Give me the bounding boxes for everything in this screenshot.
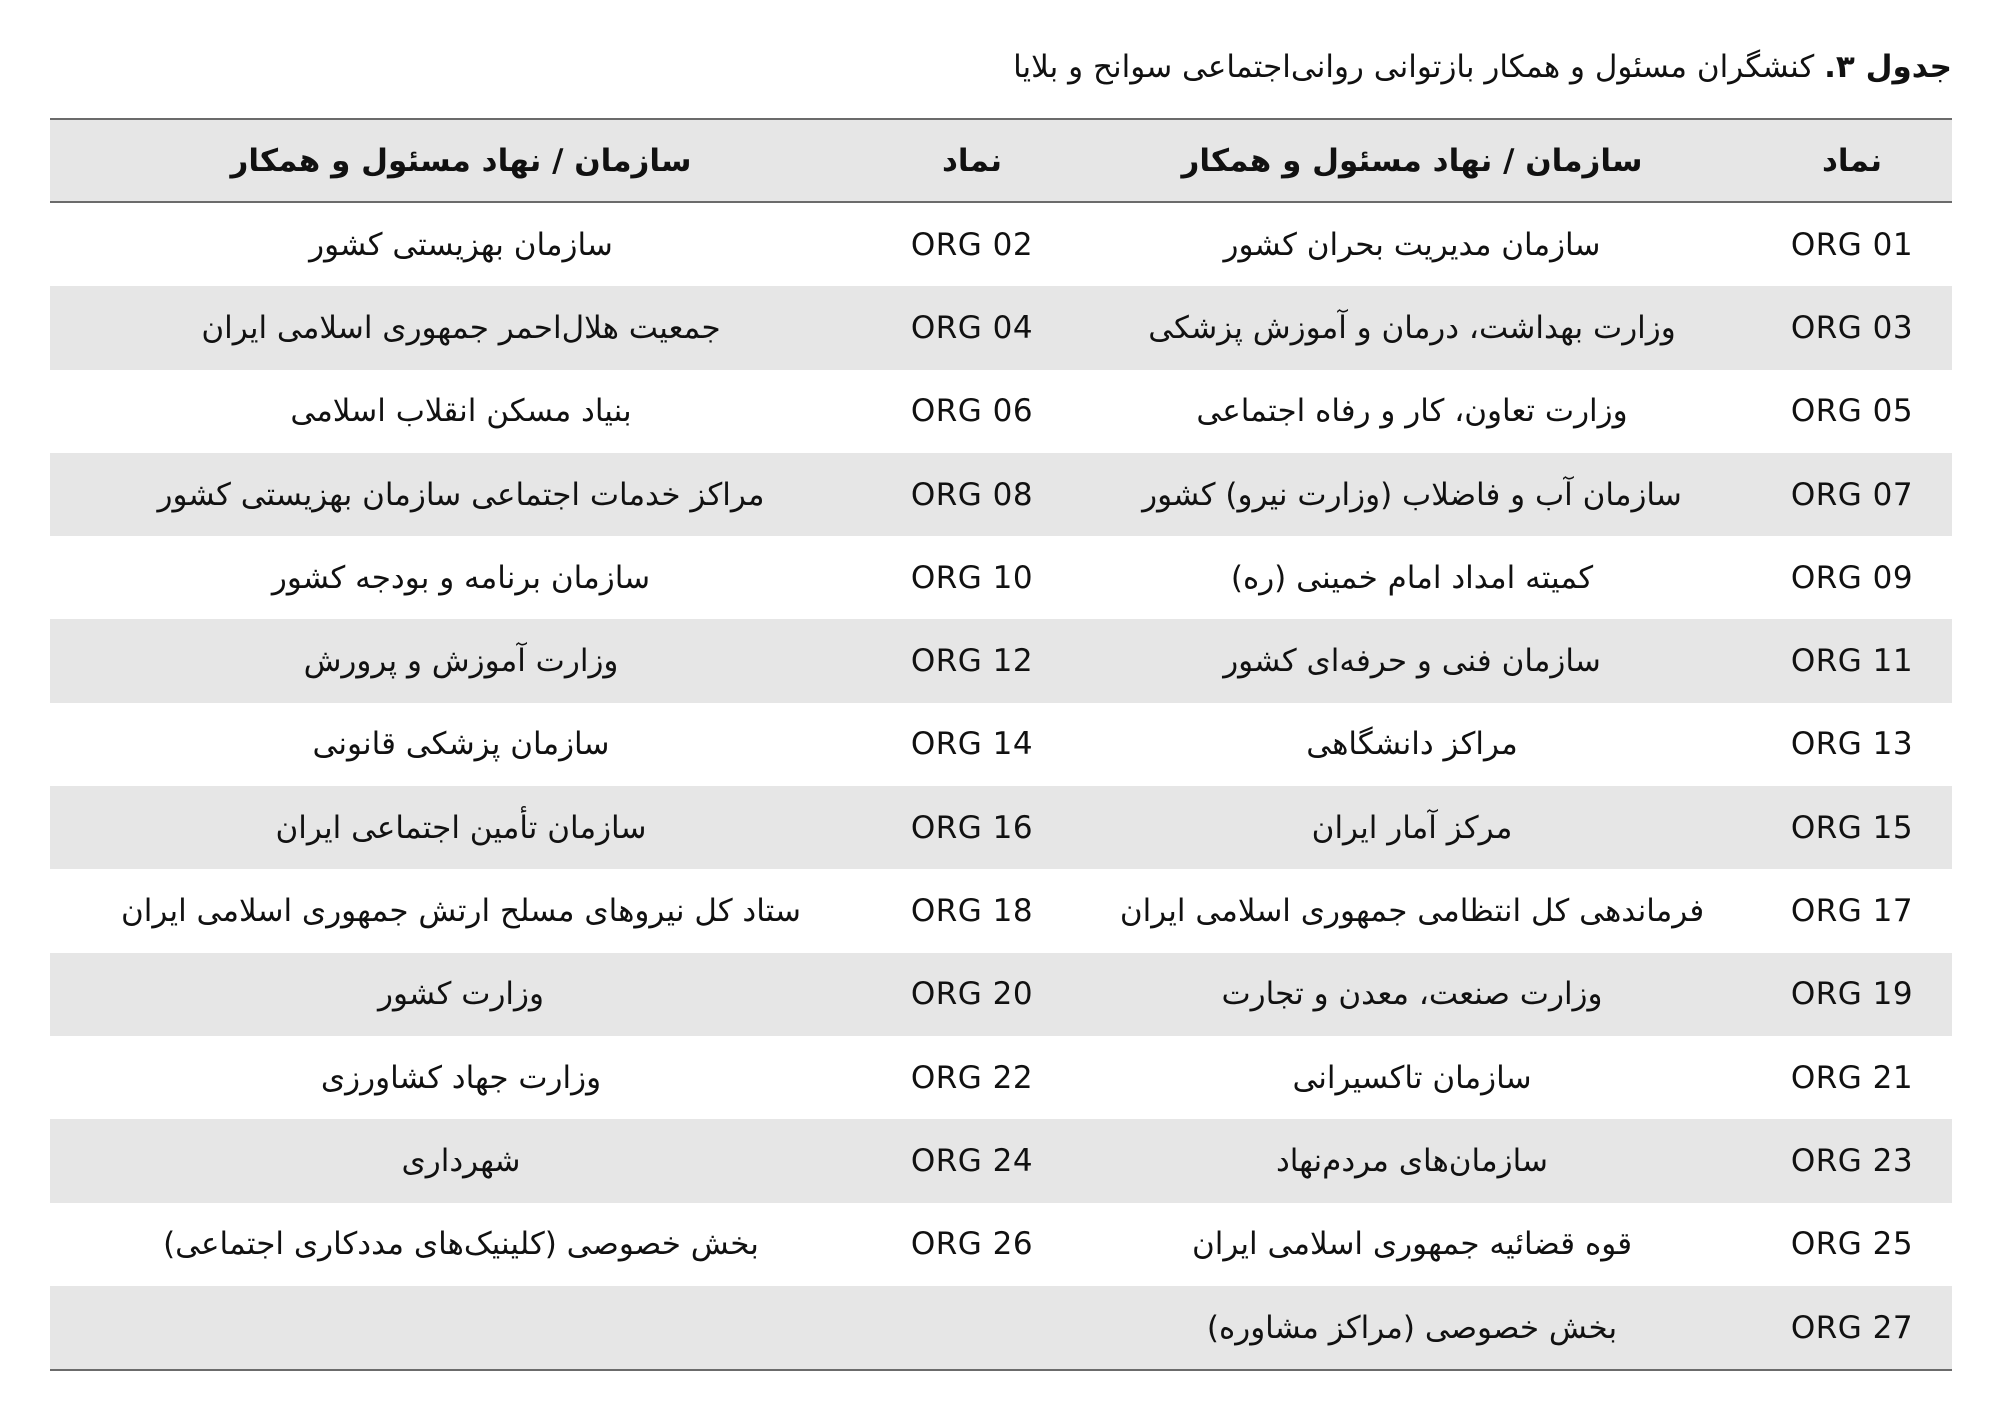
caption-label: جدول ۳. <box>1824 49 1952 85</box>
code-cell <box>1752 1119 1952 1202</box>
organization-cell-text: شهرداری <box>401 1142 521 1179</box>
code-cell <box>872 1036 1072 1119</box>
table-row <box>50 869 1952 952</box>
organization-cell-text: سازمان پزشکی قانونی <box>312 726 610 763</box>
header-organization-1: سازمان / نهاد مسئول و همکار <box>1072 119 1752 202</box>
organization-cell <box>50 1036 872 1119</box>
code-cell <box>872 953 1072 1036</box>
organization-cell-text: وزارت آموزش و پرورش <box>303 643 619 680</box>
code-cell-text: ORG 13 <box>1790 726 1914 763</box>
code-cell <box>872 370 1072 453</box>
table-row <box>50 1036 1952 1119</box>
table-row <box>50 370 1952 453</box>
organization-cell <box>1072 202 1752 286</box>
table-row <box>50 1203 1952 1286</box>
organization-cell <box>50 1203 872 1286</box>
organization-cell <box>1072 869 1752 952</box>
organization-cell-text: مراکز دانشگاهی <box>1306 726 1518 763</box>
organization-cell-text: مراکز خدمات اجتماعی سازمان بهزیستی کشور <box>157 476 765 513</box>
code-cell-text: ORG 15 <box>1790 809 1914 846</box>
code-cell-text: ORG 09 <box>1790 559 1914 596</box>
code-cell <box>872 786 1072 869</box>
header-code-1: نماد <box>1752 119 1952 202</box>
code-cell-text: ORG 04 <box>910 309 1034 346</box>
code-cell-text: ORG 10 <box>910 559 1034 596</box>
code-cell-text: ORG 26 <box>910 1226 1034 1263</box>
code-cell-text: ORG 23 <box>1790 1142 1914 1179</box>
organization-cell-text: سازمان آب و فاضلاب (وزارت نیرو) کشور <box>1142 476 1682 513</box>
organization-cell-text: سازمان فنی و حرفه‌ای کشور <box>1223 643 1601 680</box>
organization-cell <box>1072 1203 1752 1286</box>
organization-cell <box>50 1119 872 1202</box>
organization-cell <box>50 703 872 786</box>
organization-cell <box>50 786 872 869</box>
code-cell-text: ORG 17 <box>1790 893 1914 930</box>
table-row <box>50 703 1952 786</box>
code-cell <box>1752 869 1952 952</box>
organization-cell <box>50 286 872 369</box>
code-cell-text: ORG 24 <box>910 1142 1034 1179</box>
organization-cell <box>1072 786 1752 869</box>
organization-cell-text: سازمان‌های مردم‌نهاد <box>1276 1142 1548 1179</box>
organization-cell-text: قوه قضائیه جمهوری اسلامی ایران <box>1191 1226 1633 1263</box>
organization-cell-text: بنیاد مسکن انقلاب اسلامی <box>290 393 632 430</box>
code-cell <box>1752 1036 1952 1119</box>
code-cell <box>1752 1203 1952 1286</box>
code-cell-text: ORG 25 <box>1790 1226 1914 1263</box>
code-cell-text: ORG 01 <box>1790 226 1914 263</box>
organization-cell-text: سازمان مدیریت بحران کشور <box>1223 226 1601 263</box>
table-header-row <box>50 119 1952 202</box>
code-cell <box>872 619 1072 702</box>
organization-cell-text: وزارت صنعت، معدن و تجارت <box>1221 976 1603 1013</box>
organization-cell <box>50 953 872 1036</box>
code-cell <box>872 869 1072 952</box>
header-organization-2: سازمان / نهاد مسئول و همکار <box>50 119 872 202</box>
organization-cell-text: وزارت جهاد کشاورزی <box>320 1059 602 1096</box>
code-cell <box>1752 286 1952 369</box>
code-cell <box>872 1203 1072 1286</box>
organization-cell <box>1072 453 1752 536</box>
organization-cell <box>50 453 872 536</box>
code-cell <box>1752 202 1952 286</box>
code-cell <box>872 536 1072 619</box>
code-cell <box>1752 703 1952 786</box>
organization-cell-text: بخش خصوصی (کلینیک‌های مددکاری اجتماعی) <box>163 1226 759 1263</box>
organization-cell <box>50 370 872 453</box>
table-row <box>50 453 1952 536</box>
organization-cell <box>1072 370 1752 453</box>
code-cell <box>872 1286 1072 1370</box>
table-row <box>50 536 1952 619</box>
organization-cell-text: بخش خصوصی (مراکز مشاوره) <box>1206 1309 1618 1346</box>
organization-cell <box>1072 1286 1752 1370</box>
code-cell-text: ORG 21 <box>1790 1059 1914 1096</box>
code-cell-text: ORG 16 <box>910 809 1034 846</box>
organizations-table <box>50 118 1952 1371</box>
code-cell <box>1752 536 1952 619</box>
organization-cell <box>50 1286 872 1370</box>
organization-cell-text: سازمان تأمین اجتماعی ایران <box>275 809 647 846</box>
code-cell <box>1752 370 1952 453</box>
organization-cell-text: سازمان تاکسیرانی <box>1292 1059 1532 1096</box>
table-row <box>50 619 1952 702</box>
organization-cell <box>50 869 872 952</box>
organization-cell <box>50 202 872 286</box>
code-cell-text: ORG 06 <box>910 393 1034 430</box>
code-cell-text: ORG 08 <box>910 476 1034 513</box>
code-cell <box>1752 786 1952 869</box>
caption-text: کنشگران مسئول و همکار بازتوانی روانی‌اجتماعی سوانح و بلایا <box>1013 49 1815 85</box>
code-cell <box>872 202 1072 286</box>
organization-cell-text: جمعیت هلال‌احمر جمهوری اسلامی ایران <box>201 309 721 346</box>
organization-cell-text: مرکز آمار ایران <box>1311 809 1513 846</box>
organization-cell-text: وزارت کشور <box>378 976 544 1013</box>
organization-cell <box>1072 286 1752 369</box>
organization-cell-text: ستاد کل نیروهای مسلح ارتش جمهوری اسلامی ایران <box>120 893 802 930</box>
code-cell-text: ORG 14 <box>910 726 1034 763</box>
code-cell <box>872 286 1072 369</box>
code-cell-text: ORG 12 <box>910 643 1034 680</box>
table-body <box>50 202 1952 1370</box>
organization-cell <box>1072 703 1752 786</box>
organization-cell <box>1072 1119 1752 1202</box>
table-row <box>50 953 1952 1036</box>
code-cell <box>1752 453 1952 536</box>
code-cell-text: ORG 27 <box>1790 1309 1914 1346</box>
organization-cell-text: وزارت تعاون، کار و رفاه اجتماعی <box>1196 393 1628 430</box>
code-cell-text: ORG 11 <box>1790 643 1914 680</box>
code-cell <box>872 703 1072 786</box>
table-row <box>50 1286 1952 1370</box>
table-row <box>50 286 1952 369</box>
organization-cell <box>50 536 872 619</box>
table-row <box>50 786 1952 869</box>
organization-cell-text: وزارت بهداشت، درمان و آموزش پزشکی <box>1148 309 1676 346</box>
code-cell-text: ORG 19 <box>1790 976 1914 1013</box>
organization-cell <box>50 619 872 702</box>
code-cell-text: ORG 07 <box>1790 476 1914 513</box>
table-caption <box>50 45 1952 89</box>
code-cell-text: ORG 18 <box>910 893 1034 930</box>
organization-cell-text: سازمان بهزیستی کشور <box>309 226 613 263</box>
organization-cell-text: فرماندهی کل انتظامی جمهوری اسلامی ایران <box>1119 893 1705 930</box>
organization-cell <box>1072 536 1752 619</box>
organization-cell <box>1072 953 1752 1036</box>
organization-cell-text: سازمان برنامه و بودجه کشور <box>271 559 651 596</box>
code-cell <box>872 453 1072 536</box>
code-cell-text: ORG 20 <box>910 976 1034 1013</box>
organization-cell <box>1072 619 1752 702</box>
code-cell <box>1752 1286 1952 1370</box>
organization-cell-text: کمیته امداد امام خمینی (ره) <box>1230 559 1594 596</box>
organization-cell <box>1072 1036 1752 1119</box>
code-cell-text: ORG 03 <box>1790 309 1914 346</box>
code-cell <box>872 1119 1072 1202</box>
code-cell-text: ORG 02 <box>910 226 1034 263</box>
header-code-2: نماد <box>872 119 1072 202</box>
table-row <box>50 1119 1952 1202</box>
code-cell-text: ORG 05 <box>1790 393 1914 430</box>
code-cell <box>1752 953 1952 1036</box>
code-cell <box>1752 619 1952 702</box>
code-cell-text: ORG 22 <box>910 1059 1034 1096</box>
table-row <box>50 202 1952 286</box>
